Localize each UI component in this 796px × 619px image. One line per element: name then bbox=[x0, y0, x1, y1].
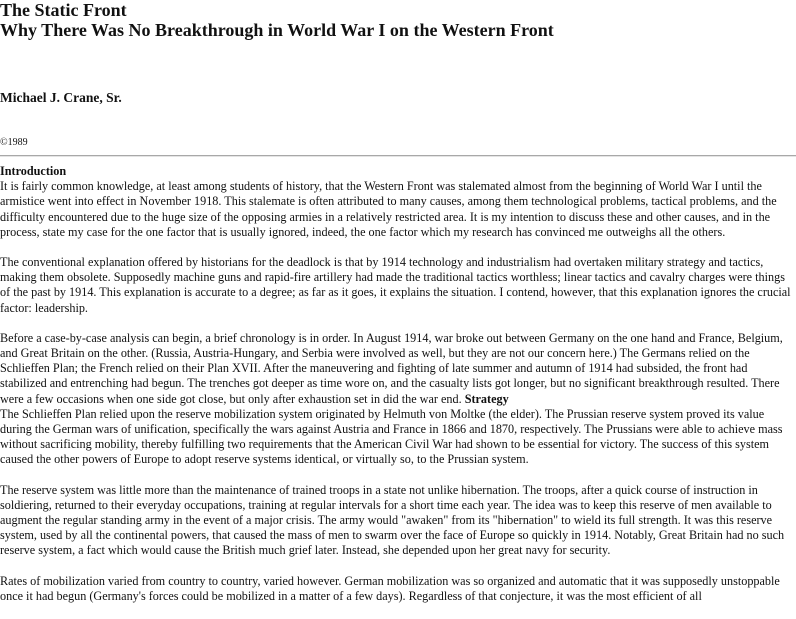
paragraph-with-heading bbox=[0, 331, 796, 407]
copyright-notice: ©1989 bbox=[0, 137, 28, 148]
paragraph: The Schlieffen Plan relied upon the reserve mobilization system originated by Helmuth von Moltke (the elder). The Prussian reserve system proved its value during the German wars of unification, specifically the wars against Austria and France in 1866 and 1870, respectively. The Prussians were able to achieve mass without sacrificing mobility, thereby fulfilling two requirements that the American Civil War had shown to be essential for victory. The success of this system caused the other powers of Europe to adopt reserve systems identical, or virtually so, to the Prussian system. bbox=[0, 406, 783, 467]
paragraph: It is fairly common knowledge, at least among students of history, that the Western Front was stalemated almost from the beginning of World War I until the armistice went into effect in November 1918. This stalemate is often attributed to many causes, among them technological problems, tactical problems, and the difficulty encountered due to the huge size of the opposing armies in a relatively restricted area. It is my intention to discuss these and other causes, and in the process, state my case for the one factor that is usually ignored, indeed, the one factor which my research has convinced me outweighs all the others. bbox=[0, 179, 777, 239]
horizontal-divider bbox=[0, 155, 796, 157]
paragraph: The conventional explanation offered by historians for the deadlock is that by 1914 technology and industrialism had overtaken military strategy and tactics, making them obsolete. Supposedly machine guns and rapid-fire artillery had made the traditional tactics worthless; linear tactics and cavalry charges were things of the past by 1914. This explanation is accurate to a degree; as far as it goes, it explains the situation. I contend, however, that this explanation ignores the crucial factor: leadership. bbox=[0, 255, 791, 315]
document-title-block bbox=[0, 0, 796, 40]
document-title: The Static Front bbox=[0, 0, 127, 20]
paragraph: The reserve system was little more than the maintenance of trained troops in a state not unlike hibernation. The troops, after a quick course of instruction in soldiering, returned to their everyday occupations, training at regular intervals for a short time each year. The idea was to keep this reserve of men available to augment the regular standing army in the event of a major crisis. The army would "awaken" from its "hibernation" to wield its full strength. It was this reserve system, used by all the continental powers, that caused the mass of men to swarm over the face of Europe so quickly in 1914. Notably, Great Britain had no such reserve system, a fact which would cause the British much grief later. Instead, she depended upon her great navy for security. bbox=[0, 482, 785, 558]
section-heading-strategy: Strategy bbox=[464, 391, 509, 406]
author-name: Michael J. Crane, Sr. bbox=[0, 90, 122, 105]
paragraph: Rates of mobilization varied from country to country, varied however. German mobilization was so organized and automatic that it was supposedly unstoppable once it had begun (Germany's forces could be mobilized in a matter of a few days). Regardless of that conjecture, it was the most efficient of all bbox=[0, 573, 780, 603]
section-heading-introduction: Introduction bbox=[0, 164, 67, 178]
article-body bbox=[0, 164, 796, 619]
document-subtitle: Why There Was No Breakthrough in World War I on the Western Front bbox=[0, 20, 554, 40]
paragraph-text: Before a case-by-case analysis can begin, a brief chronology is in order. In August 1914, war broke out between Germany on the one hand and France, Belgium, and Great Britain on the other. (Russia, Austria-Hungary, and Serbia were involved as well, but they are not our concern here.) The Germans relied on the Schlieffen Plan; the French relied on their Plan XVII. After the maneuvering and fighting of late summer and autumn of 1914 had subsided, the front had stabilized and entrenching had begun. The trenches got deeper as time wore on, and the casualty lists got longer, but no significant breakthrough resulted. There were a few occasions when one side got close, but only after exhaustion set in did the war end. bbox=[0, 330, 783, 406]
